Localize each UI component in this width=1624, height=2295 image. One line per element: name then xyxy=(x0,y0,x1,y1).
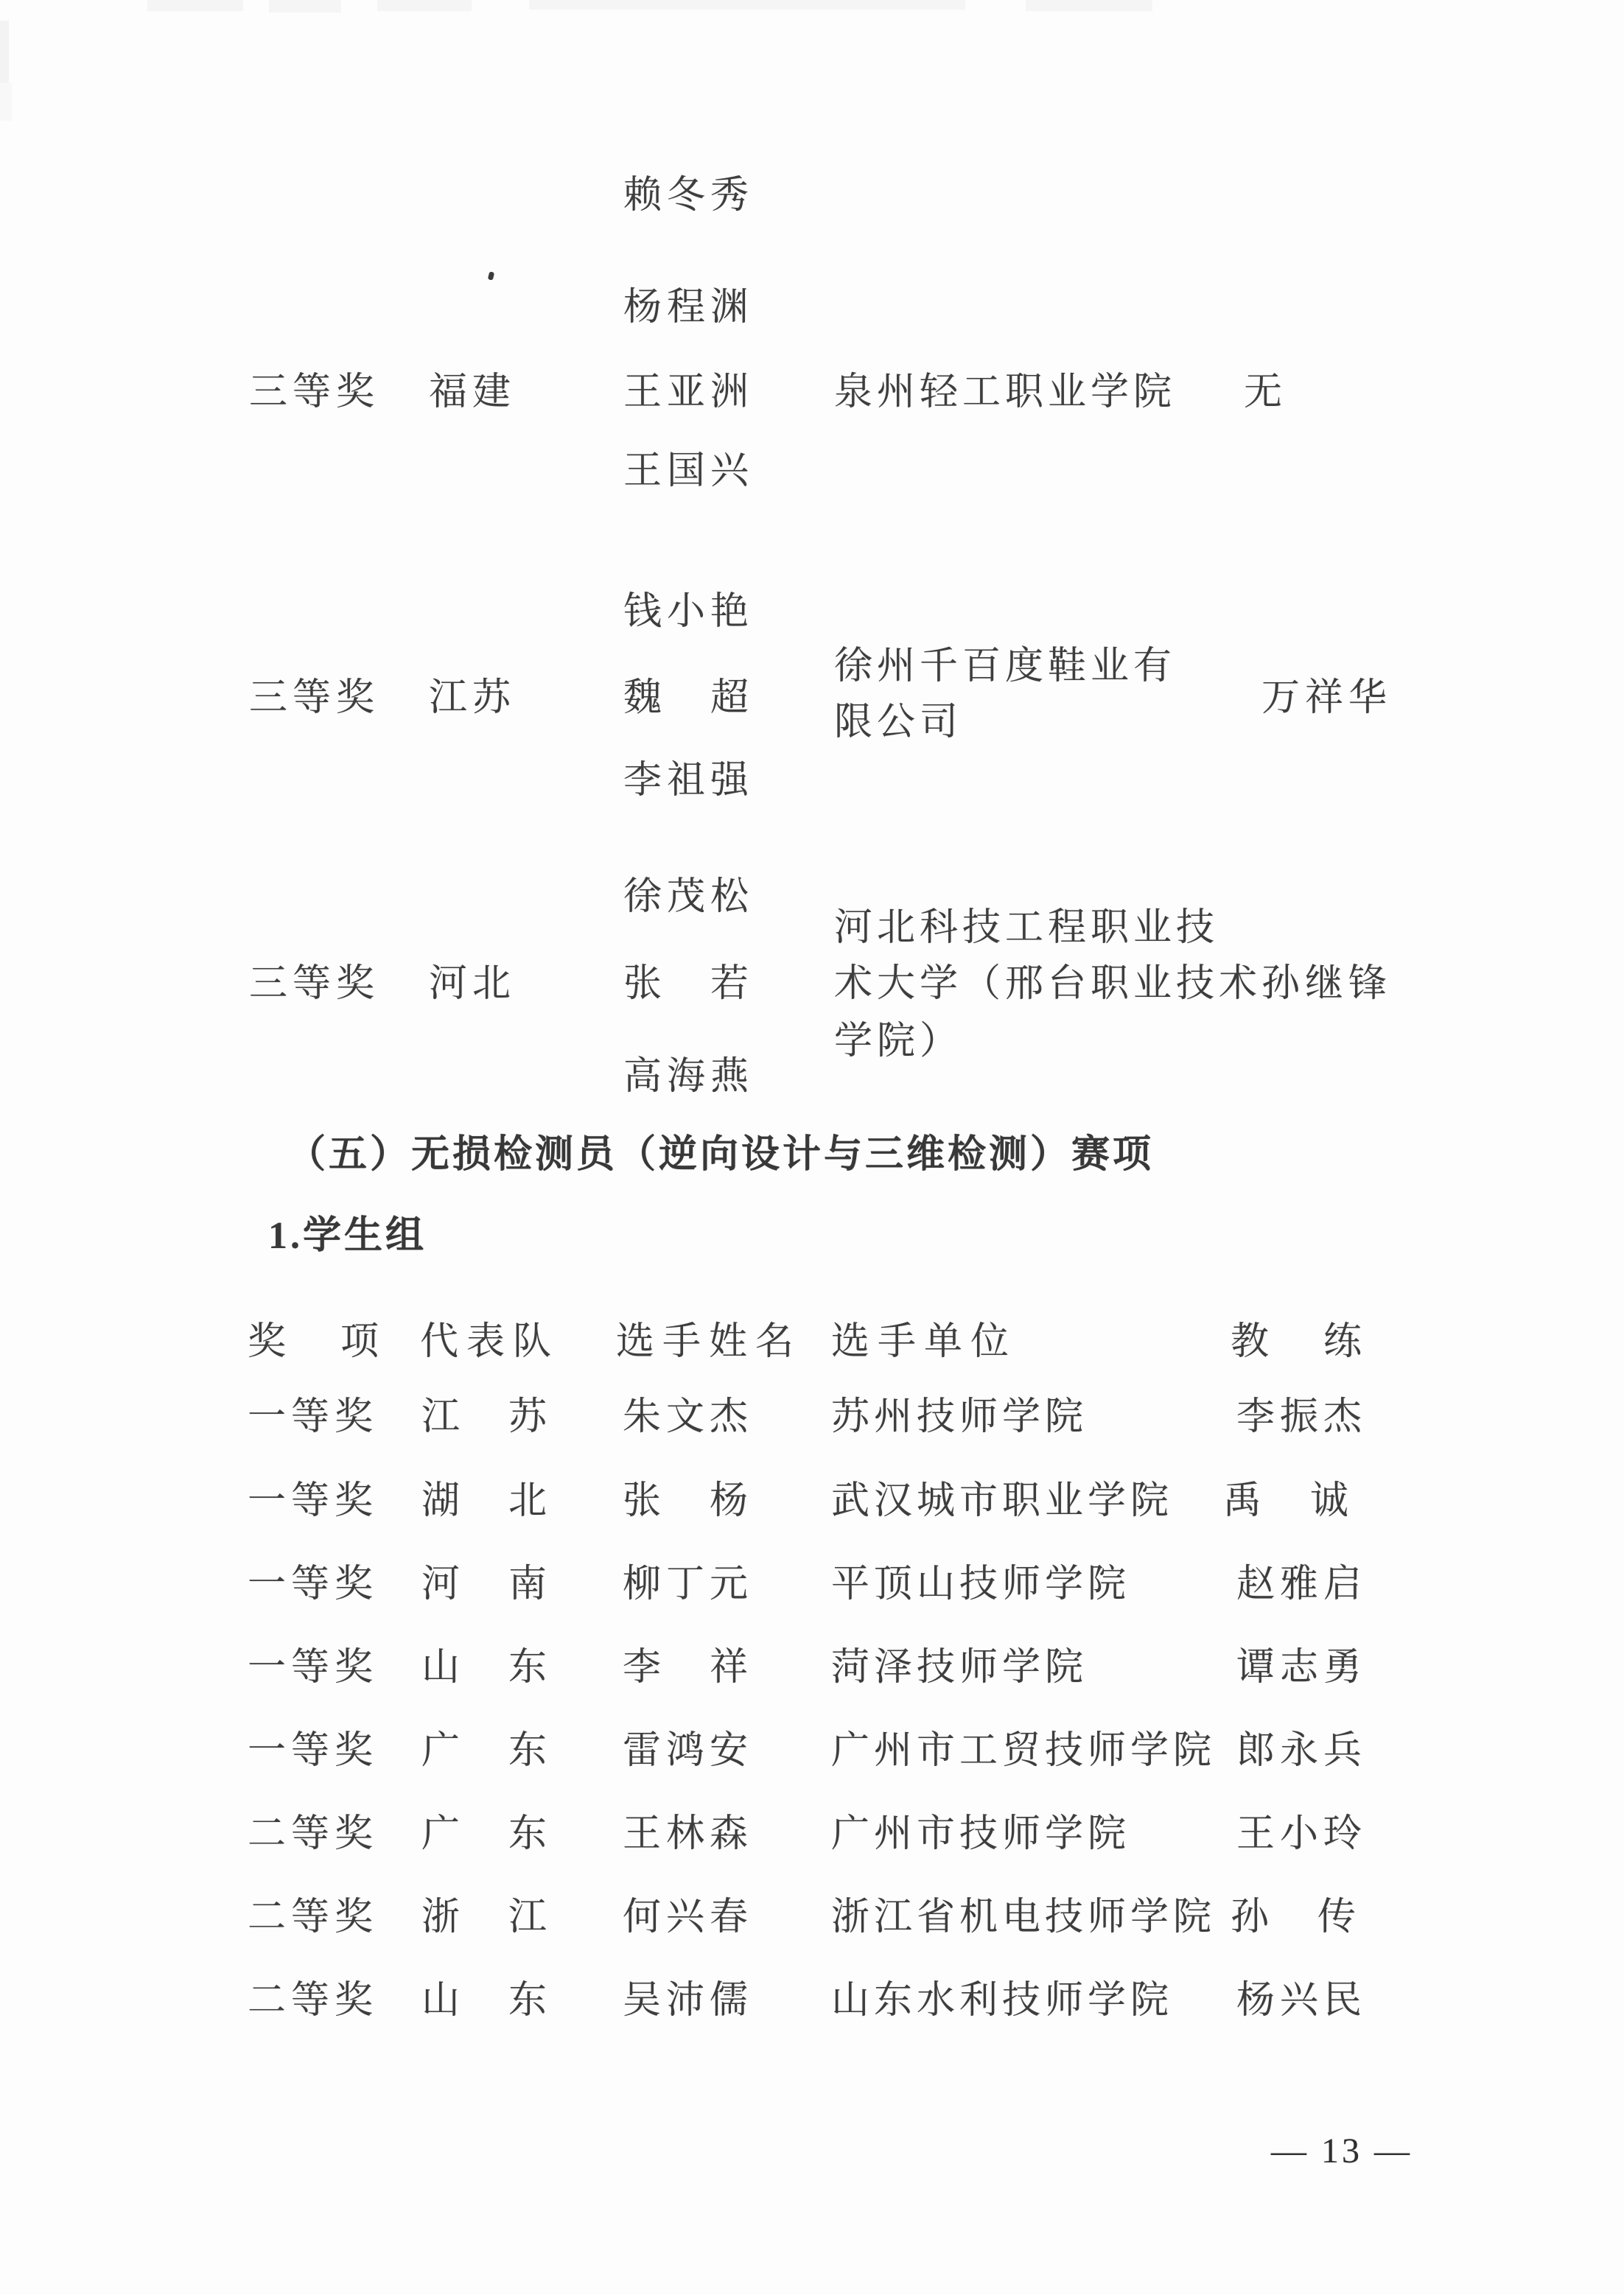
header-team: 代表队 xyxy=(420,1321,560,1363)
contestant-name: 王国兴 xyxy=(623,450,755,492)
contestant-name-cell: 何兴春 xyxy=(623,1896,754,1938)
scan-artifact xyxy=(147,0,243,11)
award-cell: 一等奖 xyxy=(248,1480,379,1522)
contestant-name-cell: 张 杨 xyxy=(623,1480,754,1522)
scan-artifact xyxy=(377,0,472,11)
scan-artifact xyxy=(0,83,12,121)
table-row xyxy=(0,1397,1624,1444)
contestant-name: 张 若 xyxy=(623,963,755,1005)
coach-cell: 孙继锋 xyxy=(1261,963,1393,1005)
award-cell: 一等奖 xyxy=(248,1396,379,1438)
unit-cell-line: 徐州千百度鞋业有 xyxy=(834,645,1177,687)
team-cell: 河北 xyxy=(429,963,517,1005)
coach-cell: 谭志勇 xyxy=(1236,1647,1368,1689)
header-unit: 选手单位 xyxy=(831,1321,1018,1363)
unit-cell: 武汉城市职业学院 xyxy=(831,1480,1174,1522)
contestant-name: 王亚洲 xyxy=(623,371,755,413)
contestant-name-cell: 吴沛儒 xyxy=(623,1980,754,2022)
coach-cell: 万祥华 xyxy=(1261,677,1393,719)
unit-cell: 浙江省机电技师学院 xyxy=(831,1896,1217,1938)
award-cell: 一等奖 xyxy=(248,1563,379,1605)
contestant-name: 徐茂松 xyxy=(623,876,755,918)
coach-cell: 郎永兵 xyxy=(1236,1730,1368,1772)
table-row xyxy=(0,1481,1624,1528)
table-row xyxy=(0,1897,1624,1944)
contestant-name-cell: 李 祥 xyxy=(623,1647,754,1689)
unit-cell: 广州市工贸技师学院 xyxy=(831,1730,1217,1772)
team-cell: 福建 xyxy=(429,371,517,413)
team-cell: 广 东 xyxy=(421,1813,553,1855)
contestant-name-cell: 王林森 xyxy=(623,1813,754,1855)
unit-cell: 山东水利技师学院 xyxy=(831,1980,1174,2022)
contestant-name: 魏 超 xyxy=(623,677,755,719)
team-cell: 广 东 xyxy=(421,1730,553,1772)
table-header-row xyxy=(0,1322,1624,1369)
table-row xyxy=(0,1814,1624,1861)
ink-speck xyxy=(488,271,494,280)
header-coach: 教 练 xyxy=(1231,1321,1371,1363)
unit-cell-line: 河北科技工程职业技 xyxy=(834,907,1219,949)
award-cell: 二等奖 xyxy=(248,1980,379,2022)
coach-cell: 李振杰 xyxy=(1236,1396,1368,1438)
coach-cell: 禹 诚 xyxy=(1223,1480,1354,1522)
scan-artifact xyxy=(269,0,341,13)
table-row xyxy=(0,1731,1624,1778)
scan-artifact xyxy=(1026,0,1152,11)
contestant-name: 赖冬秀 xyxy=(623,175,755,217)
table-row xyxy=(0,1647,1624,1695)
contestant-name: 钱小艳 xyxy=(623,591,755,633)
unit-cell-line: 限公司 xyxy=(834,701,963,743)
team-cell: 浙 江 xyxy=(421,1896,553,1938)
scan-artifact xyxy=(529,0,965,10)
unit-cell-line: 学院） xyxy=(834,1020,963,1062)
header-award: 奖 项 xyxy=(248,1321,388,1363)
award-cell: 一等奖 xyxy=(248,1647,379,1689)
unit-cell: 苏州技师学院 xyxy=(831,1396,1088,1438)
contestant-name: 杨程渊 xyxy=(623,287,755,329)
coach-cell: 孙 传 xyxy=(1231,1896,1362,1938)
scan-artifact xyxy=(0,21,9,83)
contestant-name: 高海燕 xyxy=(623,1056,755,1098)
award-cell: 一等奖 xyxy=(248,1730,379,1772)
unit-cell: 平顶山技师学院 xyxy=(831,1563,1131,1605)
page-number: — 13 — xyxy=(1271,2131,1413,2170)
team-cell: 湖 北 xyxy=(421,1480,553,1522)
award-cell: 三等奖 xyxy=(249,677,380,719)
team-cell: 山 东 xyxy=(421,1647,553,1689)
unit-cell: 菏泽技师学院 xyxy=(831,1647,1088,1689)
section-heading: （五）无损检测员（逆向设计与三维检测）赛项 xyxy=(287,1134,1155,1176)
section-subheading: 1.学生组 xyxy=(268,1215,427,1257)
unit-cell: 广州市技师学院 xyxy=(831,1813,1131,1855)
team-cell: 江苏 xyxy=(429,677,517,719)
table-row xyxy=(0,1980,1624,2028)
header-contestant-name: 选手姓名 xyxy=(616,1321,802,1363)
contestant-name: 李祖强 xyxy=(623,760,755,802)
award-cell: 三等奖 xyxy=(249,963,380,1005)
coach-cell: 赵雅启 xyxy=(1236,1563,1368,1605)
award-cell: 三等奖 xyxy=(249,371,380,413)
coach-cell: 杨兴民 xyxy=(1236,1980,1368,2022)
contestant-name-cell: 雷鸿安 xyxy=(623,1730,754,1772)
coach-cell: 王小玲 xyxy=(1236,1813,1368,1855)
team-cell: 河 南 xyxy=(421,1563,553,1605)
unit-cell-line: 术大学（邢台职业技术 xyxy=(834,963,1262,1005)
table-row xyxy=(0,1564,1624,1611)
contestant-name-cell: 朱文杰 xyxy=(623,1396,754,1438)
team-cell: 江 苏 xyxy=(421,1396,553,1438)
team-cell: 山 东 xyxy=(421,1980,553,2022)
award-cell: 二等奖 xyxy=(248,1896,379,1938)
unit-cell: 泉州轻工职业学院 xyxy=(834,371,1177,413)
contestant-name-cell: 柳丁元 xyxy=(623,1563,754,1605)
coach-cell: 无 xyxy=(1244,371,1288,413)
award-cell: 二等奖 xyxy=(248,1813,379,1855)
